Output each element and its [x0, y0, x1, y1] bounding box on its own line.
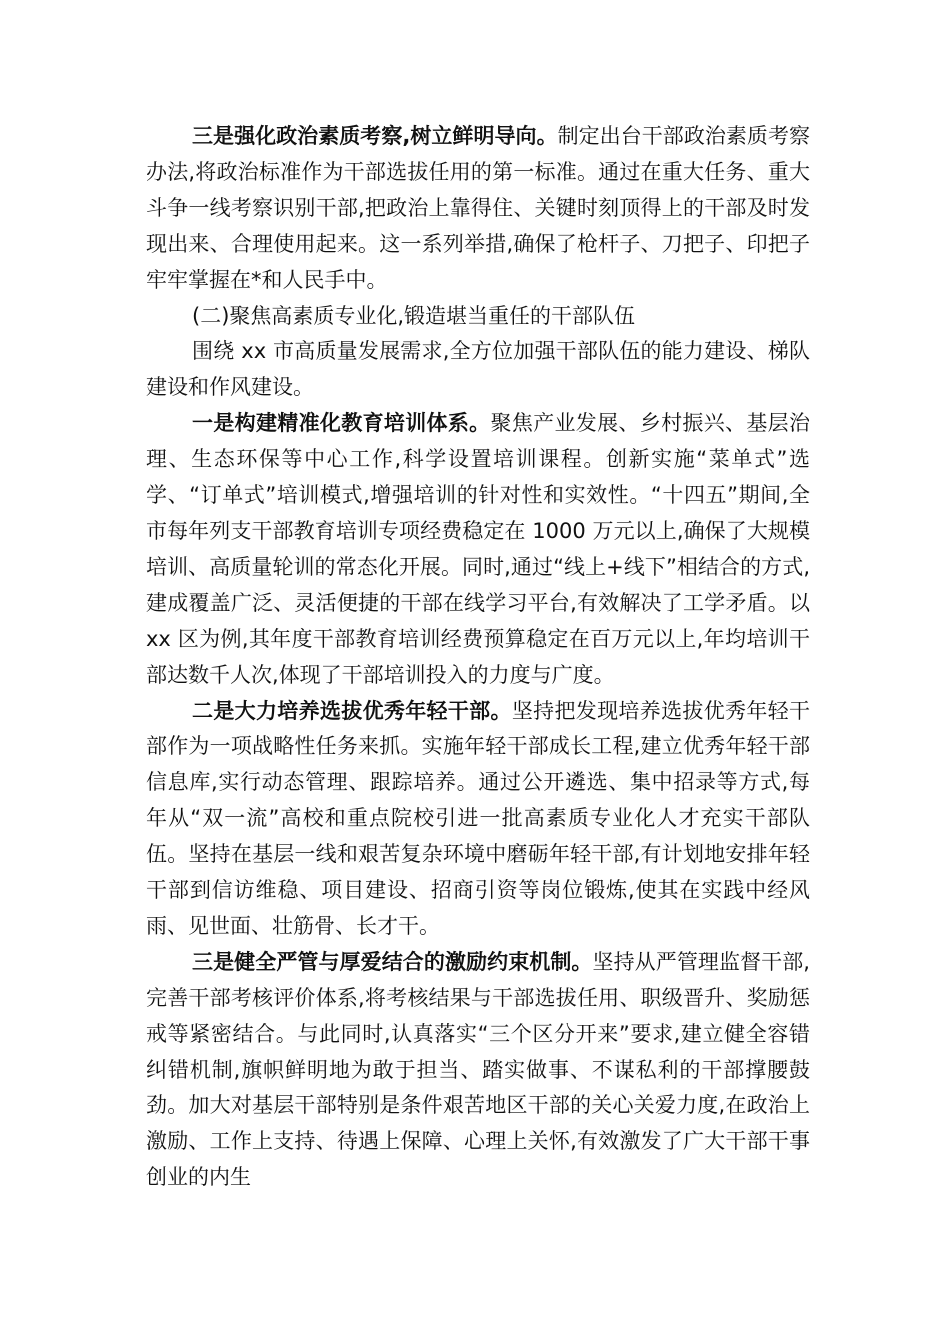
paragraph-text: 坚持从严管理监督干部,完善干部考核评价体系,将考核结果与干部选拔任用、职级晋升、奖励惩戒等紧密结合。与此同时,认真落实“三个区分开来”要求,建立健全容错纠错机制,旗帜鲜明地为敢于担当、踏实做事、不谋私利的干部撑腰鼓劲。加大对基层干部特别是条件艰苦地区干部的关心关爱力度,在政治上激励、工作上支持、待遇上保障、心理上关怀,有效激发了广大干部干事创业的内生: [146, 949, 810, 1190]
paragraph-training-system: [146, 406, 810, 693]
paragraph-political-quality: [146, 119, 810, 299]
paragraph-text: 聚焦产业发展、乡村振兴、基层治理、生态环保等中心工作,科学设置培训课程。创新实施“菜单式”选学、“订单式”培训模式,增强培训的针对性和实效性。“十四五”期间,全市每年列支干部教育培训专项经费稳定在 1000 万元以上,确保了大规模培训、高质量轮训的常态化开展。同时,通过“线上+线下”相结合的方式,建成覆盖广泛、灵活便捷的干部在线学习平台,有效解决了工学矛盾。以 xx 区为例,其年度干部教育培训经费预算稳定在百万元以上,年均培训干部达数千人次,体现了干部培训投入的力度与广度。: [146, 411, 810, 687]
paragraph-text: 制定出台干部政治素质考察办法,将政治标准作为干部选拔任用的第一标准。通过在重大任务、重大斗争一线考察识别干部,把政治上靠得住、关键时刻顶得上的干部及时发现出来、合理使用起来。这一系列举措,确保了枪杆子、刀把子、印把子牢牢掌握在*和人民手中。: [146, 124, 810, 292]
paragraph-lead: 三是强化政治素质考察,树立鲜明导向。: [192, 124, 558, 148]
paragraph-text: 坚持把发现培养选拔优秀年轻干部作为一项战略性任务来抓。实施年轻干部成长工程,建立优秀年轻干部信息库,实行动态管理、跟踪培养。通过公开遴选、集中招录等方式,每年从“双一流”高校和重点院校引进一批高素质专业化人才充实干部队伍。坚持在基层一线和艰苦复杂环境中磨砺年轻干部,有计划地安排年轻干部到信访维稳、项目建设、招商引资等岗位锻炼,使其在实践中经风雨、见世面、壮筋骨、长才干。: [146, 698, 811, 938]
paragraph-lead: 一是构建精准化教育培训体系。: [192, 411, 491, 436]
paragraph-young-cadres: [146, 694, 810, 945]
section-heading: [146, 299, 810, 335]
paragraph-text: 围绕 xx 市高质量发展需求,全方位加强干部队伍的能力建设、梯队建设和作风建设。: [146, 339, 810, 400]
paragraph-incentive-mechanism: [146, 945, 810, 1196]
paragraph-lead: 二是大力培养选拔优秀年轻干部。: [192, 698, 512, 723]
paragraph-lead: 三是健全严管与厚爱结合的激励约束机制。: [192, 949, 593, 974]
paragraph-intro: [146, 334, 810, 406]
section-heading-text: (二)聚焦高素质专业化,锻造堪当重任的干部队伍: [192, 303, 636, 328]
document-body: [146, 119, 810, 1196]
